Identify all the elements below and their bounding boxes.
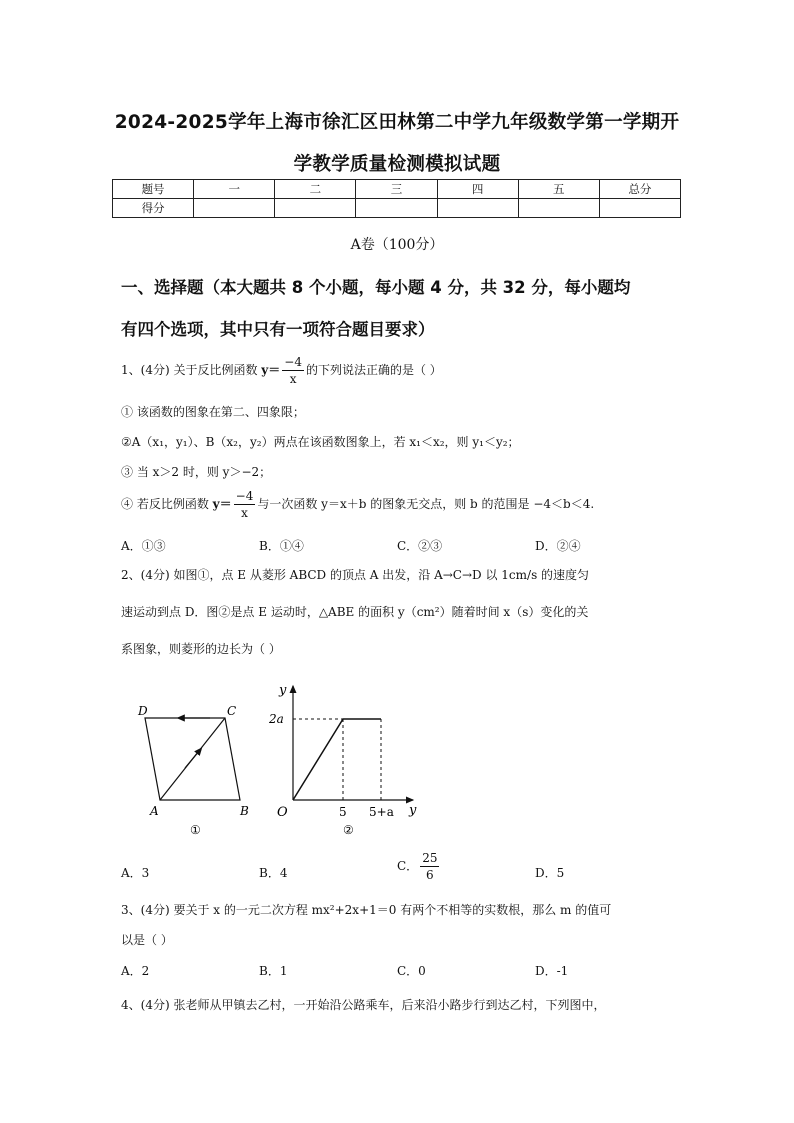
score-input-cell <box>356 199 437 218</box>
score-cell: 二 <box>275 180 356 199</box>
q2-option-a[interactable]: A．3 <box>121 866 150 880</box>
score-input-cell <box>518 199 599 218</box>
score-input-cell <box>599 199 680 218</box>
q1-statement-4: ④ 若反比例函数 y＝ $\frac{-4}{x}$ 与一次函数 y＝x＋b 的图象无交点，则 b 的范围是 −4＜b＜4. <box>121 489 595 520</box>
score-table-header-row <box>113 180 681 199</box>
fig2-caption: ② <box>343 823 354 837</box>
vertex-a-label: A <box>150 804 159 818</box>
score-cell: 总分 <box>599 180 680 199</box>
origin-label: O <box>277 805 288 820</box>
q1-statement-2: ②A（x₁，y₁）、B（x₂，y₂）两点在该函数图象上，若 x₁＜x₂，则 y₁＜y₂； <box>121 435 520 449</box>
section1-heading-line1: 一、选择题（本大题共 8 个小题，每小题 4 分，共 32 分，每小题均 <box>121 278 631 297</box>
q1-option-b[interactable]: B．①④ <box>259 539 304 553</box>
a-roll-heading: A卷（100分） <box>350 237 444 253</box>
score-cell: 题号 <box>113 180 194 199</box>
fig1-caption: ① <box>190 823 201 837</box>
q1-option-c[interactable]: C．②③ <box>397 539 443 553</box>
q2-option-b[interactable]: B．4 <box>259 866 288 880</box>
score-input-cell <box>275 199 356 218</box>
score-cell: 四 <box>437 180 518 199</box>
score-cell: 三 <box>356 180 437 199</box>
q1-option-a[interactable]: A．①③ <box>121 539 166 553</box>
q2-option-d[interactable]: D．5 <box>535 866 565 880</box>
q3-option-c[interactable]: C．0 <box>397 964 426 978</box>
q3-stem-line1: 3、(4分) 要关于 x 的一元二次方程 mx²+2x+1＝0 有两个不相等的实数根，那么 m 的值可 <box>121 903 612 917</box>
q2-stem-line1: 2、(4分) 如图①，点 E 从菱形 ABCD 的顶点 A 出发，沿 A→C→D 以 1cm/s 的速度匀 <box>121 568 590 582</box>
score-table-score-row <box>113 199 681 218</box>
q2-stem-line3: 系图象，则菱形的边长为（ ） <box>121 642 281 656</box>
y-axis-label: y <box>279 683 287 698</box>
vertex-d-label: D <box>138 704 148 718</box>
q3-option-b[interactable]: B．1 <box>259 964 288 978</box>
tick-5-label: 5 <box>339 805 347 819</box>
area-graph-line <box>293 719 381 800</box>
q3-stem-line2: 以是（ ） <box>121 933 173 947</box>
q1-statement-1: ① 该函数的图象在第二、四象限； <box>121 405 305 419</box>
vertex-c-label: C <box>227 704 237 718</box>
arrow-ac-icon <box>185 750 200 768</box>
score-input-cell <box>437 199 518 218</box>
score-table <box>112 179 681 218</box>
q1-fraction: $\frac{-4}{x}$ <box>284 355 302 386</box>
exam-title-line2: 学教学质量检测模拟试题 <box>293 154 501 175</box>
tick-5a-label: 5+a <box>369 805 394 819</box>
q2-figure-graph <box>265 676 425 841</box>
score-cell: 五 <box>518 180 599 199</box>
score-cell: 一 <box>194 180 275 199</box>
q1-s4-fraction: $\frac{-4}{x}$ <box>235 489 254 520</box>
section1-heading-line2: 有四个选项，其中只有一项符合题目要求） <box>121 320 435 339</box>
q3-option-a[interactable]: A．2 <box>121 964 150 978</box>
q1-stem: 1、(4分) 关于反比例函数 y＝ $\frac{-4}{x}$ 的下列说法正确的是（ ） <box>121 355 442 386</box>
q2-option-c-fraction: $\frac{25}{6}$ <box>422 851 438 882</box>
score-input-cell <box>194 199 275 218</box>
q1-option-d[interactable]: D．②④ <box>535 539 581 553</box>
level-label: 2a <box>269 712 284 726</box>
x-axis-label: y <box>409 803 417 818</box>
q4-stem-line1: 4、(4分) 张老师从甲镇去乙村，一开始沿公路乘车，后来沿小路步行到达乙村，下列图中， <box>121 998 606 1012</box>
q3-option-d[interactable]: D．-1 <box>535 964 569 978</box>
exam-title-line1: 2024-2025学年上海市徐汇区田林第二中学九年级数学第一学期开 <box>114 112 680 133</box>
q1-statement-3: ③ 当 x＞2 时，则 y＞−2； <box>121 465 272 479</box>
vertex-b-label: B <box>240 804 249 818</box>
q2-figure-rhombus <box>130 700 260 840</box>
score-cell: 得分 <box>113 199 194 218</box>
q2-stem-line2: 速运动到点 D．图②是点 E 运动时，△ABE 的面积 y（cm²）随着时间 x（s）变化的关 <box>121 605 589 619</box>
q2-option-c[interactable]: C． $\frac{25}{6}$ <box>397 851 438 882</box>
